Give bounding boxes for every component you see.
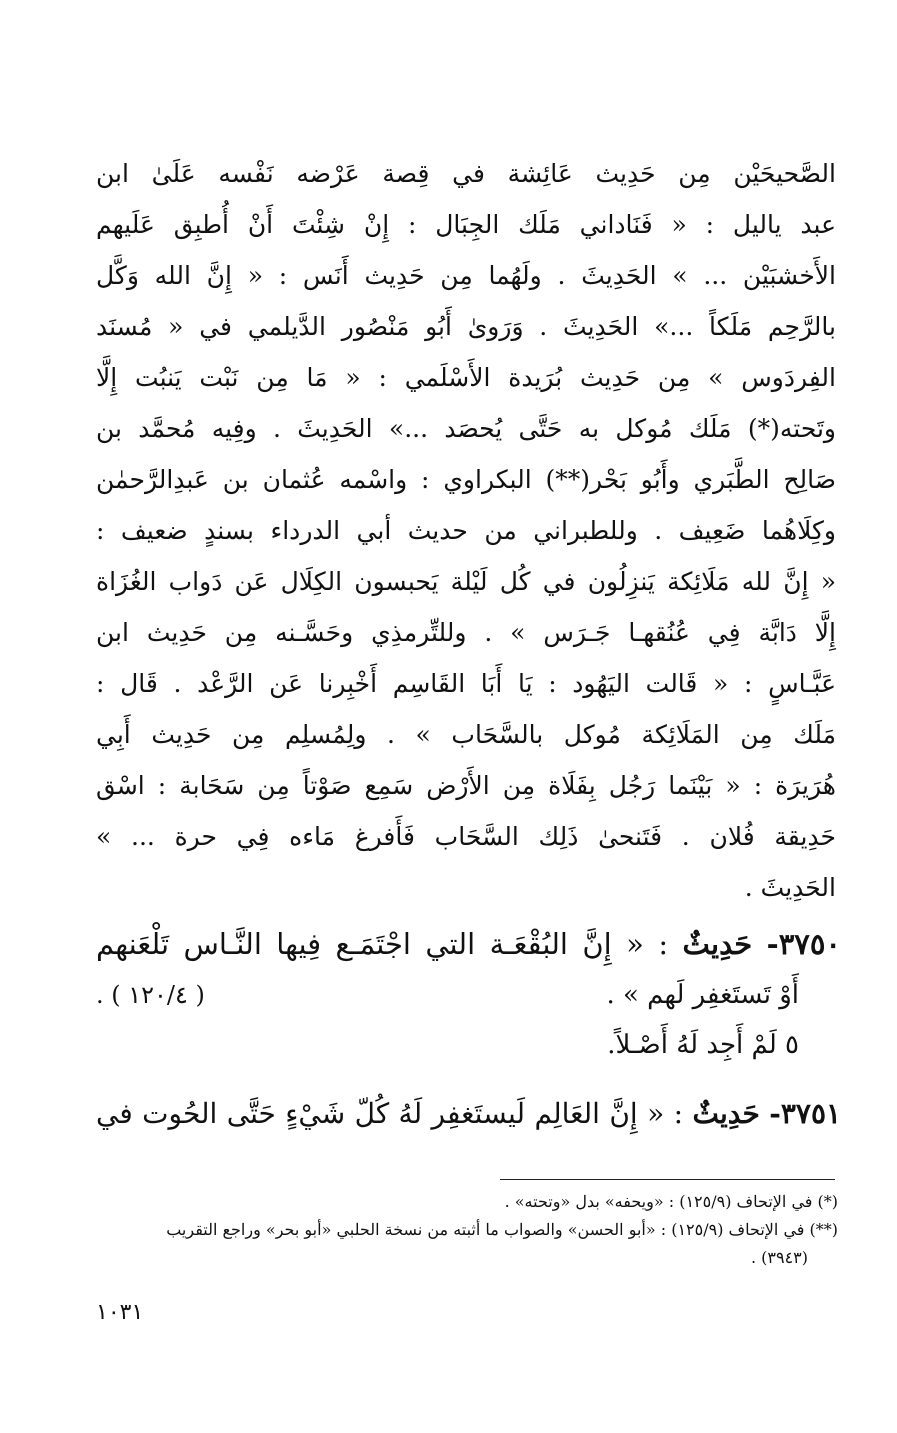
footnote-line: (**) في الإتحاف (١٢٥/٩) : «أبو الحسن» والصواب ما أثبته من نسخة الحلبي «أبو بحر» وراجع التقريب: [166, 1220, 838, 1239]
text-line: الحَدِيثَ .: [744, 873, 836, 902]
hadith-number: ٣٧٥١-: [769, 1097, 842, 1130]
hadith-reference: ( ١٢٠/٤ ) .: [96, 981, 205, 1009]
footnote-line: (٣٩٤٣) .: [750, 1248, 808, 1267]
hadith-text: : « إِنَّ البُقْعَـة التي اجْتَمَـع فِيها النَّـاس تَلْعَنهم: [96, 927, 669, 961]
text-line: وتَحته(*) مَلَك مُوكل به حَتَّى يُحصَد ...» الحَدِيثَ . وفِيه مُحمَّد بن: [96, 414, 836, 443]
text-line: مَلَك مِن المَلَائِكة مُوكل بالسَّحَاب » . ولِمُسلِم مِن حَدِيث أَبِي: [96, 720, 836, 749]
hadith-heading-line: [96, 918, 841, 970]
text-line: وكِلَاهُما ضَعِيف . وللطبراني من حديث أبي الدرداء بسندٍ ضعيف :: [96, 516, 836, 545]
text-line: هُرَيرَة : « بَيْنَما رَجُل بِفَلَاة مِن الأَرْض سَمِع صَوْتاً مِن سَحَابة : اسْق: [96, 771, 836, 800]
hadith-continuation-line: [96, 970, 841, 1020]
text-line: الفِردَوس » مِن حَدِيث بُرَيدة الأَسْلَمي : « مَا مِن نَبْت يَنبُت إِلَّا: [96, 363, 836, 392]
hadith-number: ٣٧٥٠-: [766, 927, 842, 961]
page-number: ١٠٣١: [96, 1300, 144, 1325]
hadith-note: ٥ لَمْ أَجِد لَهُ أَصْـلاً.: [607, 1030, 799, 1060]
hadith-entry-3750: [96, 918, 841, 1070]
text-line: « إِنَّ لله مَلَائِكة يَنزِلُون في كُل لَيْلة يَحبسون الكِلَال عَن دَواب الغُزَاة: [96, 567, 836, 596]
text-line: عَبَّـاسٍ : « قَالت اليَهُود : يَا أَبَا القَاسِم أَخْبِرنا عَن الرَّعْد . قَال :: [96, 669, 836, 698]
hadith-text: أَوْ تَستَغفِر لَهم » .: [606, 980, 799, 1010]
text-line: الصَّحيحَيْن مِن حَدِيث عَائِشة في قِصة عَرْضه نَفْسه عَلَىٰ ابن: [96, 159, 836, 188]
text-line: صَالِح الطَّبَري وأَبُو بَحْر(**) البكراوي : واسْمه عُثمان بن عَبدِالرَّحمٰن: [96, 465, 836, 494]
hadith-keyword: حَدِيثٌ: [682, 927, 753, 961]
text-line: إِلَّا دَابَّة فِي عُنُقهـا جَـرَس » . وللتِّرمذِي وحَسَّـنه مِن حَدِيث ابن: [96, 618, 836, 647]
text-line: الأَخشبَيْن ... » الحَدِيثَ . ولَهُما مِن حَدِيث أَنَس : « إِنَّ الله وَكَّل: [96, 261, 836, 290]
text-line: حَدِيقة فُلان . فَتَنحىٰ ذَلِك السَّحَاب فَأَفرغ مَاءه فِي حرة ... »: [96, 822, 836, 851]
footnote-divider: [500, 1179, 835, 1180]
text-line: عبد ياليل : « فَنَاداني مَلَك الجِبَال : إِنْ شِئْتَ أَنْ أُطبِق عَلَيهم: [96, 210, 836, 239]
hadith-keyword: حَدِيثٌ: [692, 1097, 760, 1130]
footnote-line: (*) في الإتحاف (١٢٥/٩) : «ويحفه» بدل «وتحته» .: [504, 1192, 838, 1211]
commentary-text: [96, 148, 836, 913]
text-line: بالرَّحِم مَلَكاً ...» الحَدِيثَ . وَرَوىٰ أَبُو مَنْصُور الدَّيلمي في « مُسنَد: [96, 312, 836, 341]
hadith-text: : « إِنَّ العَالِم لَيستَغفِر لَهُ كُلّ شَيْءٍ حَتَّى الحُوت في: [96, 1097, 684, 1130]
hadith-entry-3751: [96, 1088, 841, 1140]
footnotes: [96, 1188, 838, 1272]
hadith-heading-line: [96, 1088, 841, 1140]
